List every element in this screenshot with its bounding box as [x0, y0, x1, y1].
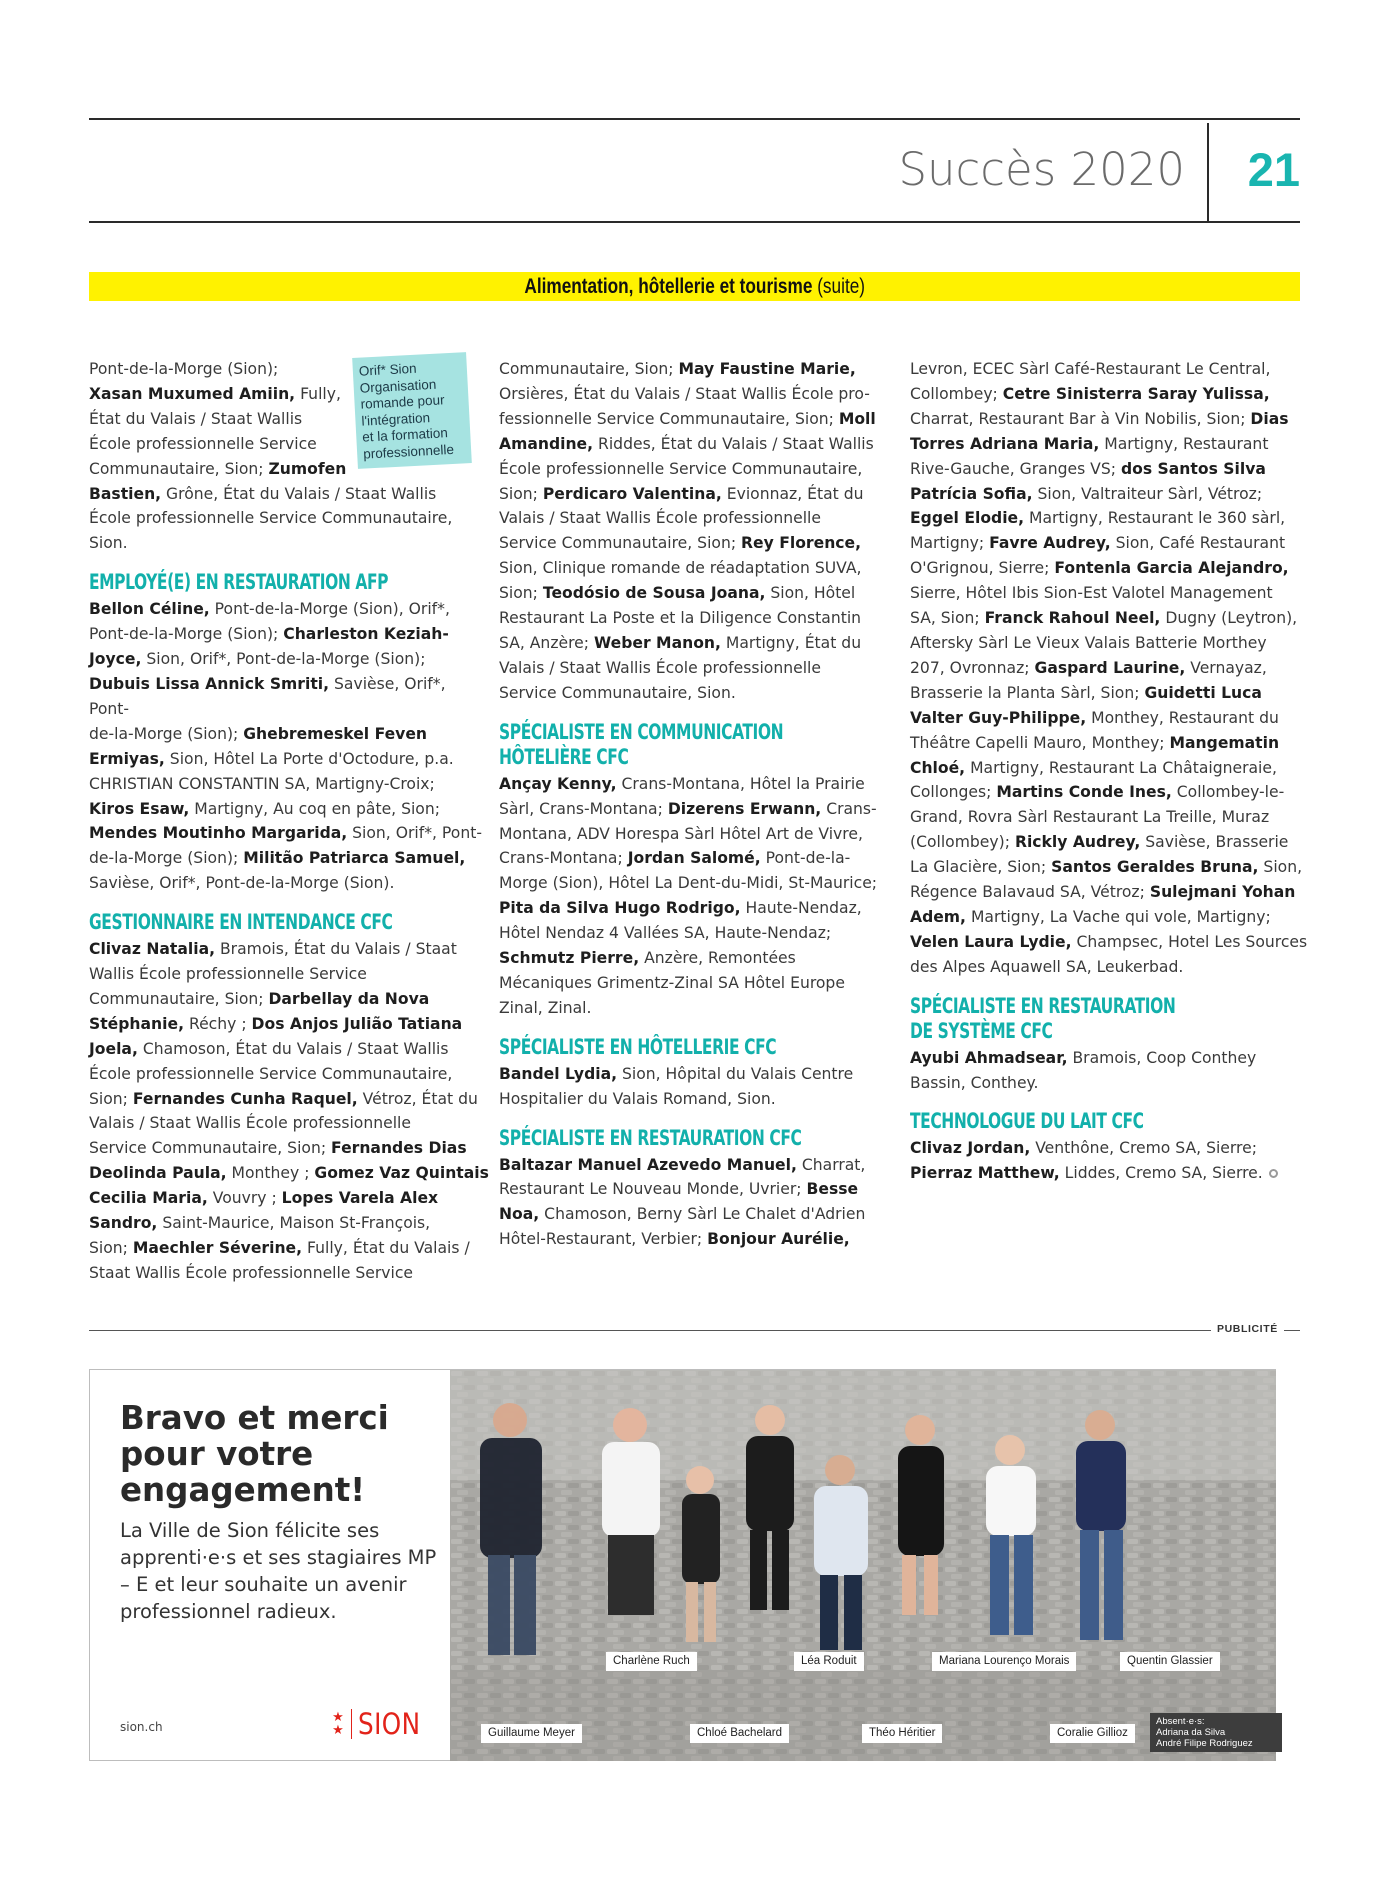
- section-banner: [89, 272, 1300, 301]
- end-of-article-icon: [1269, 1169, 1278, 1178]
- column-3: [910, 357, 1310, 1186]
- column-3-intro: Levron, ECEC Sàrl Café-Restaurant Le Central, Collombey; Cetre Sinisterra Saray Yulissa, Charrat, Restaurant Bar à Vin Nobilis, Sion; Dias Torres Adriana Maria, Martigny, Restaurant Rive-Gauche, Granges VS; dos Santos Silva Patrícia Sofia, Sion, Valtraiteur Sàrl, Vétroz; Eggel Elodie, Martigny, Restaurant le 360 sàrl, Martigny; Favre Audrey, Sion, Café Restaurant O'Grignou, Sierre; Fontenla Garcia Alejandro, Sierre, Hôtel Ibis Sion-Est Valotel Management SA, Sion; Franck Rahoul Neel, Dugny (Leytron), Aftersky Sàrl Le Vieux Valais Batterie Morthey 207, Ovronnaz; Gaspard Laurine, Vernayaz, Brasserie la Planta Sàrl, Sion; Guidetti Luca Valter Guy-Philippe, Monthey, Restaurant du Théâtre Capelli Mauro, Monthey; Mangematin Chloé, Martigny, Restaurant La Châtaigneraie, Collonges; Martins Conde Ines, Collombey-le- Grand, Rovra Sàrl Restaurant La Treille, Muraz (Collombey); Rickly Audrey, Savièse, Brasserie La Glacière, Sion; Santos Geraldes Bruna, Sion, Régence Balavaud SA, Vétroz; Sulejmani Yohan Adem, Martigny, La Vache qui vole, Martigny; Velen Laura Lydie, Champsec, Hotel Les Sources des Alpes Aquawell SA, Leukerbad.: [910, 360, 1308, 976]
- absent-name: Adriana da Silva: [1156, 1727, 1226, 1738]
- section-heading: GESTIONNAIRE EN INTENDANCE CFC: [89, 910, 393, 935]
- top-rule: [89, 118, 1300, 120]
- banner-title-wrap: [524, 272, 865, 301]
- section-heading: SPÉCIALISTE EN COMMUNICATION HÔTELIÈRE CFC: [499, 719, 784, 769]
- section-body: Baltazar Manuel Azevedo Manuel, Charrat, Restaurant Le Nouveau Monde, Uvrier; Besse Noa, Chamoson, Berny Sàrl Le Chalet d'Adrien Hôtel-Restaurant, Verbier; Bonjour Aurélie,: [499, 1155, 866, 1249]
- header-title: Succès 2020: [898, 143, 1185, 196]
- photo-credit: © Studio Bonnardot: [1276, 1402, 1284, 1464]
- logo-divider: [351, 1709, 352, 1739]
- absent-title: Absent·e·s:: [1156, 1716, 1205, 1727]
- section-body: Bellon Céline, Pont-de-la-Morge (Sion), Orif*, Pont-de-la-Morge (Sion); Charleston Keziah- Joyce, Sion, Orif*, Pont-de-la-Morge (Sion); Dubuis Lissa Annick Smriti, Savièse, Orif*, Pont- de-la-Morge (Sion); Ghebremeskel Feven Ermiyas, Sion, Hôtel La Porte d'Octodure, p.a. CHRISTIAN CONSTANTIN SA, Martigny-Croix; Kiros Esaw, Martigny, Au coq en pâte, Sion; Mendes Moutinho Margarida, Sion, Orif*, Pont- de-la-Morge (Sion); Militão Patriarca Samuel, Savièse, Orif*, Pont-de-la-Morge (Sion).: [89, 600, 482, 893]
- caption-chloe: Chloé Bachelard: [690, 1724, 789, 1743]
- note-line: et la formation: [361, 425, 449, 445]
- section-body: [910, 1136, 1310, 1186]
- sion-logo-text: SION: [358, 1707, 421, 1741]
- absent-name: André Filipe Rodriguez: [1156, 1738, 1253, 1749]
- section-heading: SPÉCIALISTE EN RESTAURATION CFC: [499, 1125, 802, 1150]
- banner-suffix: (suite): [816, 275, 865, 298]
- caption-lea: Léa Roduit: [794, 1652, 864, 1671]
- page-number: 21: [1247, 143, 1300, 196]
- section-heading: TECHNOLOGUE DU LAIT CFC: [910, 1109, 1144, 1134]
- column-2: [499, 357, 899, 1252]
- ad-separator-rule: [89, 1330, 1300, 1331]
- column-1-intro: Pont-de-la-Morge (Sion); Xasan Muxumed Amiin, Fully, État du Valais / Staat Wallis École professionnelle Service Communautaire, Sion; Zumofen Bastien, Grône, État du Valais / Staat Wallis École professionnelle Service Communautaire, Sion.: [89, 360, 453, 553]
- note-line: Organisation: [359, 376, 437, 396]
- ad-text: La Ville de Sion félicite ses apprenti·e·s et ses stagiaires MP – E et leur souhaite un avenir professionnel radieux.: [120, 1519, 437, 1623]
- section-body-text: Clivaz Jordan, Venthône, Cremo SA, Sierre; Pierraz Matthew, Liddes, Cremo SA, Sierre.: [910, 1139, 1263, 1183]
- banner-title: Alimentation, hôtellerie et tourisme: [524, 275, 813, 298]
- caption-guillaume: Guillaume Meyer: [481, 1724, 582, 1743]
- publicite-label: PUBLICITÉ: [1211, 1323, 1284, 1335]
- header-bottom-rule: [89, 221, 1300, 223]
- sion-logo: [331, 1707, 431, 1741]
- sion-advert: [89, 1369, 1284, 1761]
- ad-title: Bravo et merci pour votre engagement!: [120, 1399, 389, 1509]
- section-heading: EMPLOYÉ(E) EN RESTAURATION AFP: [89, 570, 389, 595]
- ad-url-link[interactable]: sion.ch: [120, 1720, 163, 1734]
- section-body: Bandel Lydia, Sion, Hôpital du Valais Centre Hospitalier du Valais Romand, Sion.: [499, 1064, 854, 1108]
- caption-charlene: Charlène Ruch: [606, 1652, 697, 1671]
- section-body: Clivaz Natalia, Bramois, État du Valais / Staat Wallis École professionnelle Service Communautaire, Sion; Darbellay da Nova Stéphanie, Réchy ; Dos Anjos Julião Tatiana Joela, Chamoson, État du Valais / Staat Wallis École professionnelle Service Communautaire, Sion; Fernandes Cunha Raquel, Vétroz, État du Valais / Staat Wallis École professionnelle Service Communautaire, Sion; Fernandes Dias Deolinda Paula, Monthey ; Gomez Vaz Quintais Cecilia Maria, Vouvry ; Lopes Varela Alex Sandro, Saint-Maurice, Maison St-François, Sion; Maechler Séverine, Fully, État du Valais / Staat Wallis École professionnelle Service: [89, 940, 489, 1282]
- group-photo-illustration: [450, 1370, 1276, 1761]
- note-line: romande pour: [360, 392, 445, 412]
- section-heading: SPÉCIALISTE EN HÔTELLERIE CFC: [499, 1034, 777, 1059]
- column-1: [89, 357, 489, 1286]
- absent-box: [1150, 1713, 1282, 1752]
- header-divider: [1207, 123, 1209, 221]
- column-2-intro: Communautaire, Sion; May Faustine Marie, Orsières, État du Valais / Staat Wallis École pro- fessionnelle Service Communautaire, Sion; Moll Amandine, Riddes, État du Valais / Staat Wallis École professionnelle Service Communautaire, Sion; Perdicaro Valentina, Evionnaz, État du Valais / Staat Wallis École professionnelle Service Communautaire, Sion; Rey Florence, Sion, Clinique romande de réadaptation SUVA, Sion; Teodósio de Sousa Joana, Sion, Hôtel Restaurant La Poste et la Diligence Constantin SA, Anzère; Weber Manon, Martigny, État du Valais / Staat Wallis École professionnelle Service Communautaire, Sion.: [499, 360, 876, 702]
- section-body: Ayubi Ahmadsear, Bramois, Coop Conthey Bassin, Conthey.: [910, 1048, 1257, 1092]
- caption-mariana: Mariana Lourenço Morais: [932, 1652, 1076, 1671]
- caption-coralie: Coralie Gillioz: [1050, 1724, 1135, 1743]
- note-line: l'intégration: [361, 409, 431, 429]
- sion-stars-icon: ★ ★: [332, 1710, 344, 1738]
- note-line: professionnelle: [362, 441, 455, 462]
- section-heading: SPÉCIALISTE EN RESTAURATION DE SYSTÈME CFC: [910, 993, 1176, 1043]
- section-body: Ançay Kenny, Crans-Montana, Hôtel la Prairie Sàrl, Crans-Montana; Dizerens Erwann, Crans- Montana, ADV Horespa Sàrl Hôtel Art de Vivre, Crans-Montana; Jordan Salomé, Pont-de-la- Morge (Sion), Hôtel La Dent-du-Midi, St-Maurice; Pita da Silva Hugo Rodrigo, Haute-Nendaz, Hôtel Nendaz 4 Vallées SA, Haute-Nendaz; Schmutz Pierre, Anzère, Remontées Mécaniques Grimentz-Zinal SA Hôtel Europe Zinal, Zinal.: [499, 774, 878, 1017]
- note-line: Orif* Sion: [358, 360, 417, 379]
- group-photo: [450, 1370, 1284, 1761]
- caption-quentin: Quentin Glassier: [1120, 1652, 1220, 1671]
- caption-theo: Théo Héritier: [862, 1724, 942, 1743]
